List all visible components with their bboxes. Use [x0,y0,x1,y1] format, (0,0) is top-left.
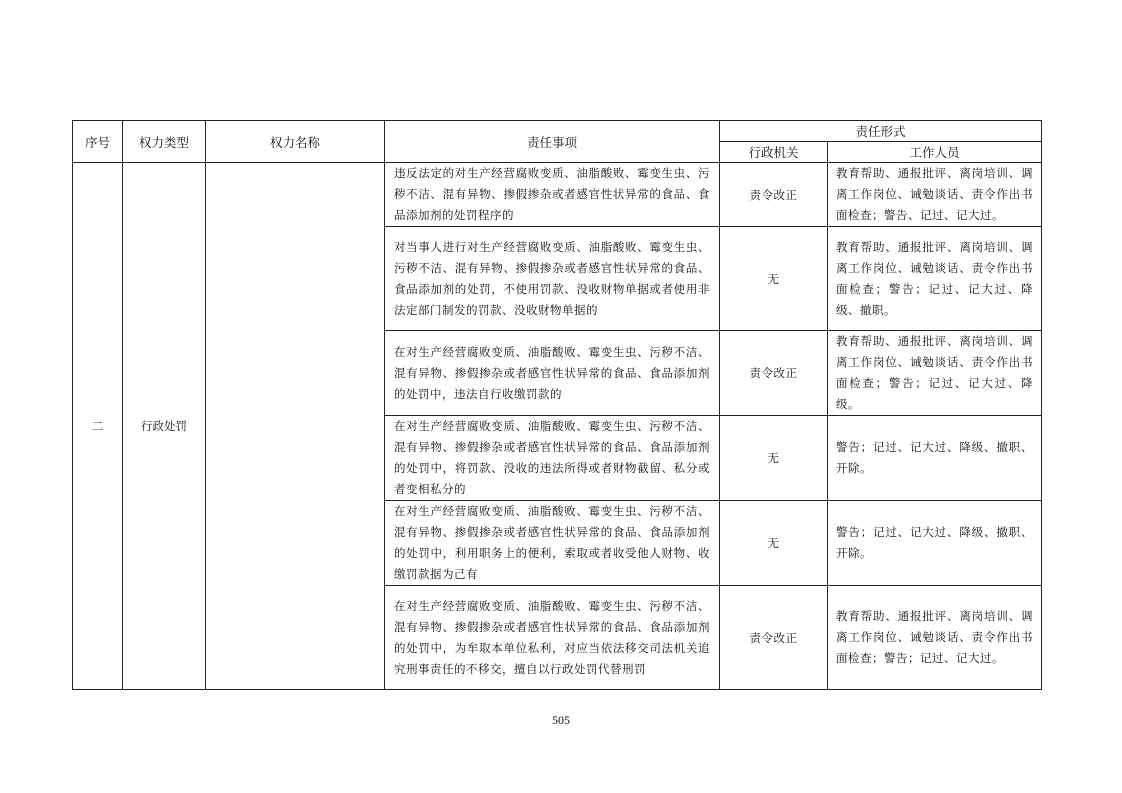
header-org: 行政机关 [720,142,828,163]
row-matter: 对当事人进行对生产经营腐败变质、油脂酸败、霉变生虫、污秽不洁、混有异物、掺假掺杂或者感官性状异常的食品、食品添加剂的处罚，不使用罚款、没收财物单据或者使用非法定部门制发的罚款、没收财物单据的 [385,227,720,331]
row-matter: 在对生产经营腐败变质、油脂酸败、霉变生虫、污秽不洁、混有异物、掺假掺杂或者感官性状异常的食品、食品添加剂的处罚中，利用职务上的便利，索取或者收受他人财物、收缴罚款据为己有 [385,501,720,586]
row-staff: 警告；记过、记大过、降级、撤职、开除。 [828,416,1042,501]
row-staff: 警告；记过、记大过、降级、撤职、开除。 [828,501,1042,586]
row-org: 无 [720,501,828,586]
header-power-name: 权力名称 [206,121,385,163]
row-org: 责令改正 [720,331,828,416]
header-staff: 工作人员 [828,142,1042,163]
row-staff: 教育帮助、通报批评、离岗培训、调离工作岗位、诫勉谈话、责令作出书面检查；警告；记过、记大过、降级、撤职。 [828,227,1042,331]
table-row [73,163,1042,227]
row-matter: 在对生产经营腐败变质、油脂酸败、霉变生虫、污秽不洁、混有异物、掺假掺杂或者感官性状异常的食品、食品添加剂的处罚中，将罚款、没收的违法所得或者财物截留、私分或者变相私分的 [385,416,720,501]
row-staff: 教育帮助、通报批评、离岗培训、调离工作岗位、诫勉谈话、责令作出书面检查；警告、记过、记大过。 [828,163,1042,227]
group-power-type: 行政处罚 [123,163,206,690]
header-form: 责任形式 [720,121,1042,142]
page-number: 505 [552,713,570,727]
row-org: 无 [720,416,828,501]
group-seq: 二 [73,163,123,690]
header-seq: 序号 [73,121,123,163]
header-power-type: 权力类型 [123,121,206,163]
row-staff: 教育帮助、通报批评、离岗培训、调离工作岗位、诫勉谈话、责令作出书面检查；警告；记过、记大过。 [828,586,1042,690]
row-matter: 在对生产经营腐败变质、油脂酸败、霉变生虫、污秽不洁、混有异物、掺假掺杂或者感官性状异常的食品、食品添加剂的处罚中，违法自行收缴罚款的 [385,331,720,416]
row-org: 责令改正 [720,586,828,690]
responsibility-table [72,120,1042,690]
row-org: 责令改正 [720,163,828,227]
row-matter: 违反法定的对生产经营腐败变质、油脂酸败、霉变生虫、污秽不洁、混有异物、掺假掺杂或者感官性状异常的食品、食品添加剂的处罚程序的 [385,163,720,227]
row-staff: 教育帮助、通报批评、离岗培训、调离工作岗位、诫勉谈话、责令作出书面检查；警告；记过、记大过、降级。 [828,331,1042,416]
row-org: 无 [720,227,828,331]
group-power-name [206,163,385,690]
row-matter: 在对生产经营腐败变质、油脂酸败、霉变生虫、污秽不洁、混有异物、掺假掺杂或者感官性状异常的食品、食品添加剂的处罚中，为牟取本单位私利，对应当依法移交司法机关追究刑事责任的不移交，擅自以行政处罚代替刑罚 [385,586,720,690]
header-matter: 责任事项 [385,121,720,163]
